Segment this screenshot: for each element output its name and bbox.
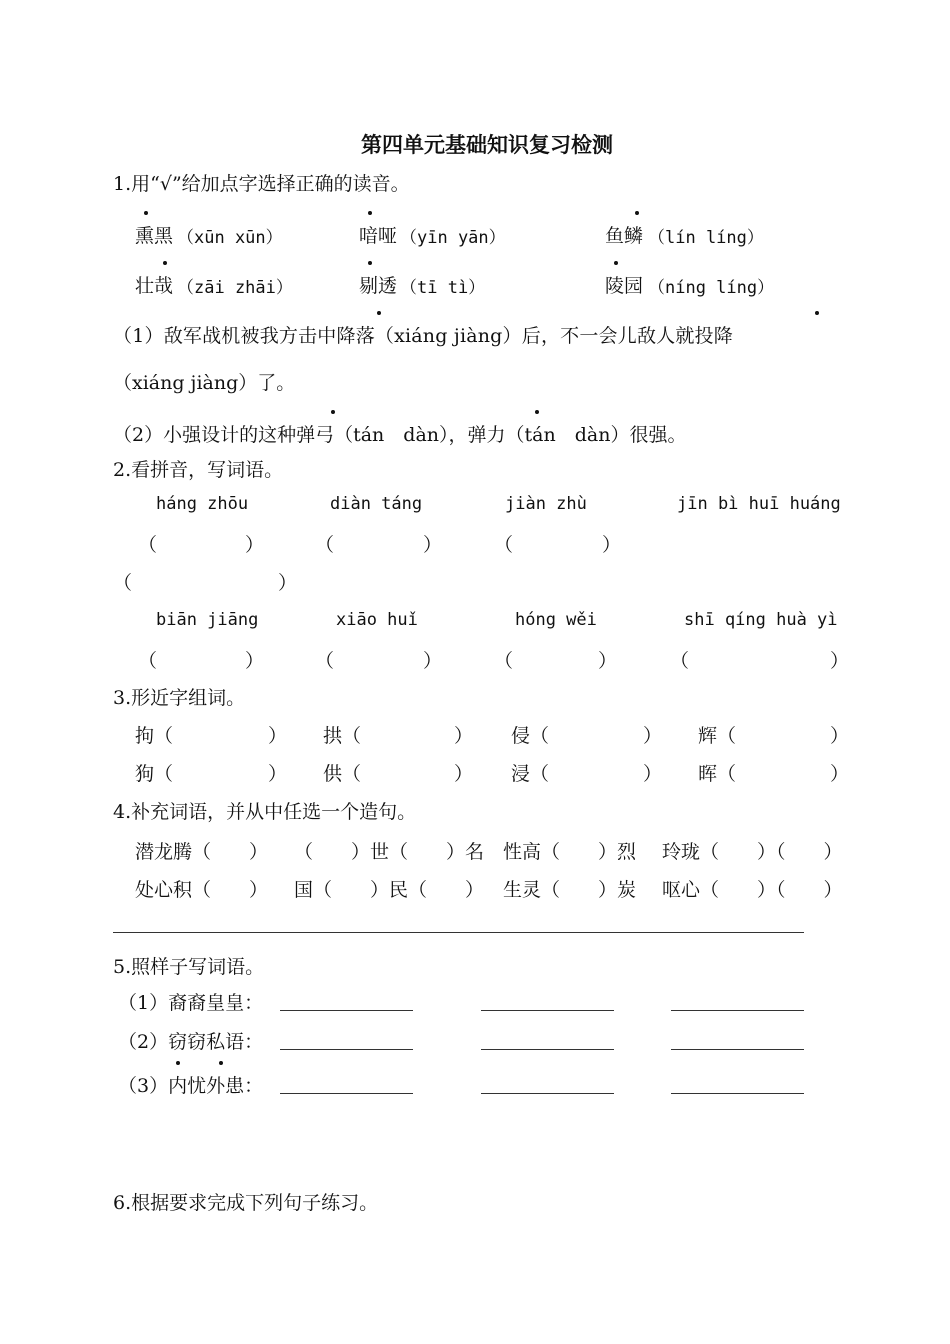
- idiom-blank[interactable]: 潜龙腾（ ）: [135, 841, 269, 863]
- emphasis-dot: [635, 211, 639, 215]
- question-6-heading: 6.根据要求完成下列句子练习。: [113, 1192, 379, 1214]
- page-title: 第四单元基础知识复习检测: [361, 132, 613, 157]
- q1-options: （yīn yān）: [400, 228, 506, 248]
- pinyin-prompt: diàn táng: [330, 494, 423, 514]
- emphasis-dot: [163, 261, 167, 265]
- emphasis-dot: [331, 410, 335, 414]
- idiom-blank[interactable]: 呕心（ ）（ ）: [662, 879, 843, 901]
- emphasis-dot: [614, 261, 618, 265]
- q5-example: （3）内忧外患：: [118, 1075, 264, 1097]
- answer-line[interactable]: [481, 1093, 614, 1094]
- emphasis-dot: [368, 211, 372, 215]
- q1-options: （zāi zhāi）: [177, 278, 293, 298]
- answer-line[interactable]: [671, 1010, 804, 1011]
- idiom-blank[interactable]: 玲珑（ ）（ ）: [662, 841, 843, 863]
- q1-word: 陵园: [605, 275, 644, 297]
- answer-line[interactable]: [481, 1049, 614, 1050]
- idiom-blank[interactable]: 生灵（ ）炭: [503, 879, 637, 901]
- pinyin-prompt: háng zhōu: [156, 494, 249, 514]
- q1-word: 熏黑: [135, 225, 174, 247]
- pinyin-prompt: shī qíng huà yì: [684, 610, 838, 630]
- q1-sentence-1: （1）敌军战机被我方击中降落（xiáng jiàng）后，不一会儿敌人就投降: [113, 325, 733, 347]
- idiom-blank[interactable]: 处心积（ ）: [135, 879, 269, 901]
- question-2-heading: 2.看拼音，写词语。: [113, 459, 284, 481]
- emphasis-dot: [368, 261, 372, 265]
- answer-line[interactable]: [671, 1093, 804, 1094]
- q1-sentence-2: （2）小强设计的这种弹弓（tán dàn），弹力（tán dàn）很强。: [113, 424, 687, 446]
- pinyin-prompt: jīn bì huī huáng: [677, 494, 841, 514]
- emphasis-dot: [535, 410, 539, 414]
- question-4-heading: 4.补充词语，并从中任选一个造句。: [113, 801, 417, 823]
- answer-line[interactable]: [280, 1010, 413, 1011]
- q5-example: （1）裔裔皇皇：: [118, 992, 264, 1014]
- idiom-blank[interactable]: 性高（ ）烈: [503, 841, 637, 863]
- emphasis-dot: [144, 211, 148, 215]
- question-5-heading: 5.照样子写词语。: [113, 956, 265, 978]
- emphasis-dot: [815, 311, 819, 315]
- idiom-blank[interactable]: 国（ ）民（ ）: [294, 879, 485, 901]
- pinyin-prompt: biān jiāng: [156, 610, 259, 630]
- answer-line[interactable]: [671, 1049, 804, 1050]
- answer-line[interactable]: [481, 1010, 614, 1011]
- pinyin-prompt: hóng wěi: [515, 610, 597, 630]
- pinyin-prompt: jiàn zhù: [505, 494, 587, 514]
- question-3-heading: 3.形近字组词。: [113, 687, 246, 709]
- q1-options: （xūn xūn）: [177, 228, 283, 248]
- question-1-heading: 1.用“√”给加点字选择正确的读音。: [113, 173, 410, 195]
- q1-word: 喑哑: [359, 225, 398, 247]
- q1-options: （lín líng）: [648, 228, 764, 248]
- idiom-blank[interactable]: （ ）世（ ）名: [294, 841, 485, 863]
- emphasis-dot: [377, 311, 381, 315]
- q1-word: 壮哉: [135, 275, 174, 297]
- answer-line[interactable]: [280, 1093, 413, 1094]
- emphasis-dot: [219, 1061, 223, 1065]
- q1-word: 剔透: [359, 275, 398, 297]
- pinyin-prompt: xiāo huǐ: [336, 610, 418, 630]
- answer-line[interactable]: [280, 1049, 413, 1050]
- q1-sentence-1-cont: （xiáng jiàng）了。: [113, 372, 296, 394]
- q5-example: （2）窃窃私语：: [118, 1031, 264, 1053]
- q1-word: 鱼鳞: [605, 225, 644, 247]
- q1-options: （níng líng）: [648, 278, 775, 298]
- emphasis-dot: [176, 1061, 180, 1065]
- sentence-answer-line[interactable]: [113, 932, 804, 933]
- q1-options: （tī tì）: [400, 278, 486, 298]
